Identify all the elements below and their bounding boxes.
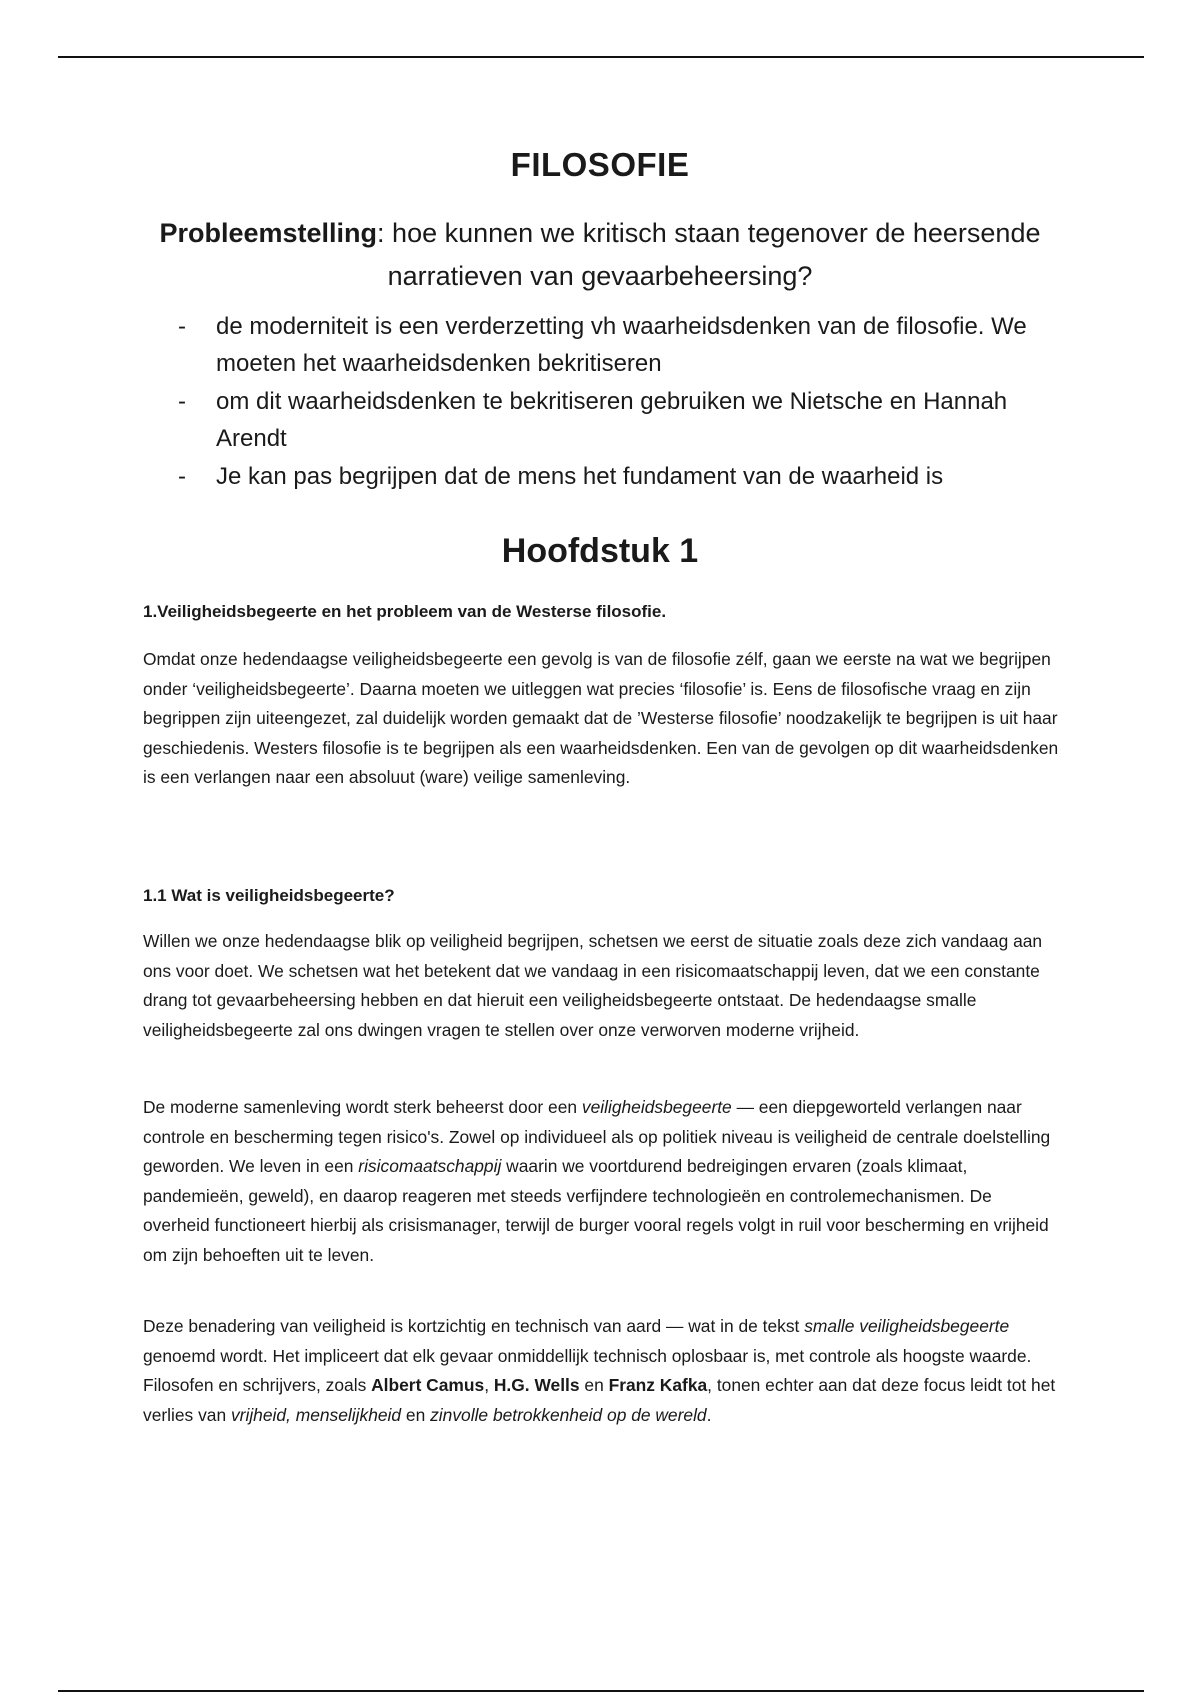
text-run: en <box>401 1404 431 1425</box>
text-run: Deze benadering van veiligheid is kortzichtig en technisch van aard — wat in de tekst <box>143 1316 805 1336</box>
text-run: — een diepgeworteld verlangen naar controle en bescherming tegen risico's. Zowel op individueel als op politiek niveau is veiligheid de centrale doelstelling geworden. We leven in een <box>143 1097 1051 1176</box>
italic-term: zinvolle betrokkenheid op de wereld <box>430 1404 707 1425</box>
text-run: . <box>706 1404 712 1425</box>
bullet-marker: - <box>178 463 186 490</box>
text-run: waarin we voortdurend bedreigingen ervaren (zoals klimaat, pandemieën, geweld), en daarop reageren met steeds verfijndere technologieën en controlemechanismen. De overheid functioneert hierbij als crisismanager, terwijl de burger vooral regels volgt in ruil voor bescherming en vrijheid om zijn behoeften uit te leven. <box>143 1156 1049 1265</box>
problem-statement <box>150 212 1050 298</box>
paragraph-text: Willen we onze hedendaagse blik op veiligheid begrijpen, schetsen we eerst de situatie zoals deze zich vandaag aan ons voor doet. We schetsen wat het betekent dat we vandaag in een risicomaatschappij leven, dat we een constante drang tot gevaarbeheersing hebben en dat hieruit een veiligheidsbegeerte ontstaat. De hedendaagse smalle veiligheidsbegeerte zal ons dwingen vragen te stellen over onze verworven moderne vrijheid. <box>143 931 1043 1040</box>
list-item <box>178 458 1078 495</box>
section-1-paragraph <box>143 645 1063 793</box>
bottom-rule <box>58 1690 1144 1692</box>
chapter-heading: Hoofdstuk 1 <box>501 532 699 570</box>
bullet-text: om dit waarheidsdenken te bekritiseren gebruiken we Nietsche en Hannah Arendt <box>216 388 1008 452</box>
section-heading-1: 1.Veiligheidsbegeerte en het probleem van de Westerse filosofie. <box>143 602 667 621</box>
text-run: en <box>579 1375 609 1395</box>
list-item <box>178 308 1078 382</box>
bullet-list <box>178 308 1078 496</box>
problem-label: Probleemstelling <box>159 218 378 248</box>
italic-term: veiligheidsbegeerte <box>581 1097 732 1117</box>
italic-term: smalle veiligheidsbegeerte <box>804 1316 1010 1336</box>
italic-term: vrijheid, menselijkheid <box>230 1404 402 1425</box>
paragraph-text: Omdat onze hedendaagse veiligheidsbegeerte een gevolg is van de filosofie zélf, gaan we eerste na wat we begrijpen onder ‘veiligheidsbegeerte’. Daarna moeten we uitleggen wat precies ‘filosofie’ is. Eens de filosofische vraag en zijn begrippen zijn uiteengezet, zal duidelijk worden gemaakt dat de ’Westerse filosofie’ noodzakelijk te begrijpen is uit haar geschiedenis. Westers filosofie is te begrijpen als een waarheidsdenken. Een van de gevolgen op dit waarheidsdenken is een verlangen naar een absoluut (ware) veilige samenleving. <box>143 649 1059 787</box>
problem-text: : hoe kunnen we kritisch staan tegenover de heersende narratieven van gevaarbeheersing? <box>377 218 1041 291</box>
section-2-paragraph-1 <box>143 927 1063 1045</box>
text-run: De moderne samenleving wordt sterk beheerst door een <box>143 1097 582 1117</box>
paragraph-text <box>143 1312 1063 1430</box>
list-item <box>178 383 1078 457</box>
text-run: genoemd wordt. Het impliceert dat elk gevaar onmiddellijk technisch oplosbaar is, met controle als hoogste waarde. Filosofen en schrijvers, zoals <box>143 1345 1032 1395</box>
top-rule <box>58 56 1144 58</box>
bullet-marker: - <box>178 388 186 415</box>
section-2-paragraph-2 <box>143 1093 1063 1270</box>
bold-name: Franz Kafka <box>608 1375 708 1395</box>
bullet-marker: - <box>178 313 186 340</box>
bold-name: H.G. Wells <box>493 1375 580 1395</box>
document-title: FILOSOFIE <box>510 146 690 183</box>
text-run: , tonen echter aan dat deze focus leidt tot het verlies van <box>143 1375 1056 1425</box>
section-2-paragraph-3 <box>143 1312 1063 1430</box>
bullet-text: de moderniteit is een verderzetting vh waarheidsdenken van de filosofie. We moeten het waarheidsdenken bekritiseren <box>216 313 1027 377</box>
bold-name: Albert Camus <box>371 1375 485 1395</box>
italic-term: risicomaatschappij <box>358 1156 502 1176</box>
paragraph-text <box>143 1093 1063 1270</box>
section-heading-1-1: 1.1 Wat is veiligheidsbegeerte? <box>143 886 395 905</box>
bullet-text: Je kan pas begrijpen dat de mens het fundament van de waarheid is <box>216 463 944 490</box>
text-run: , <box>484 1375 494 1395</box>
